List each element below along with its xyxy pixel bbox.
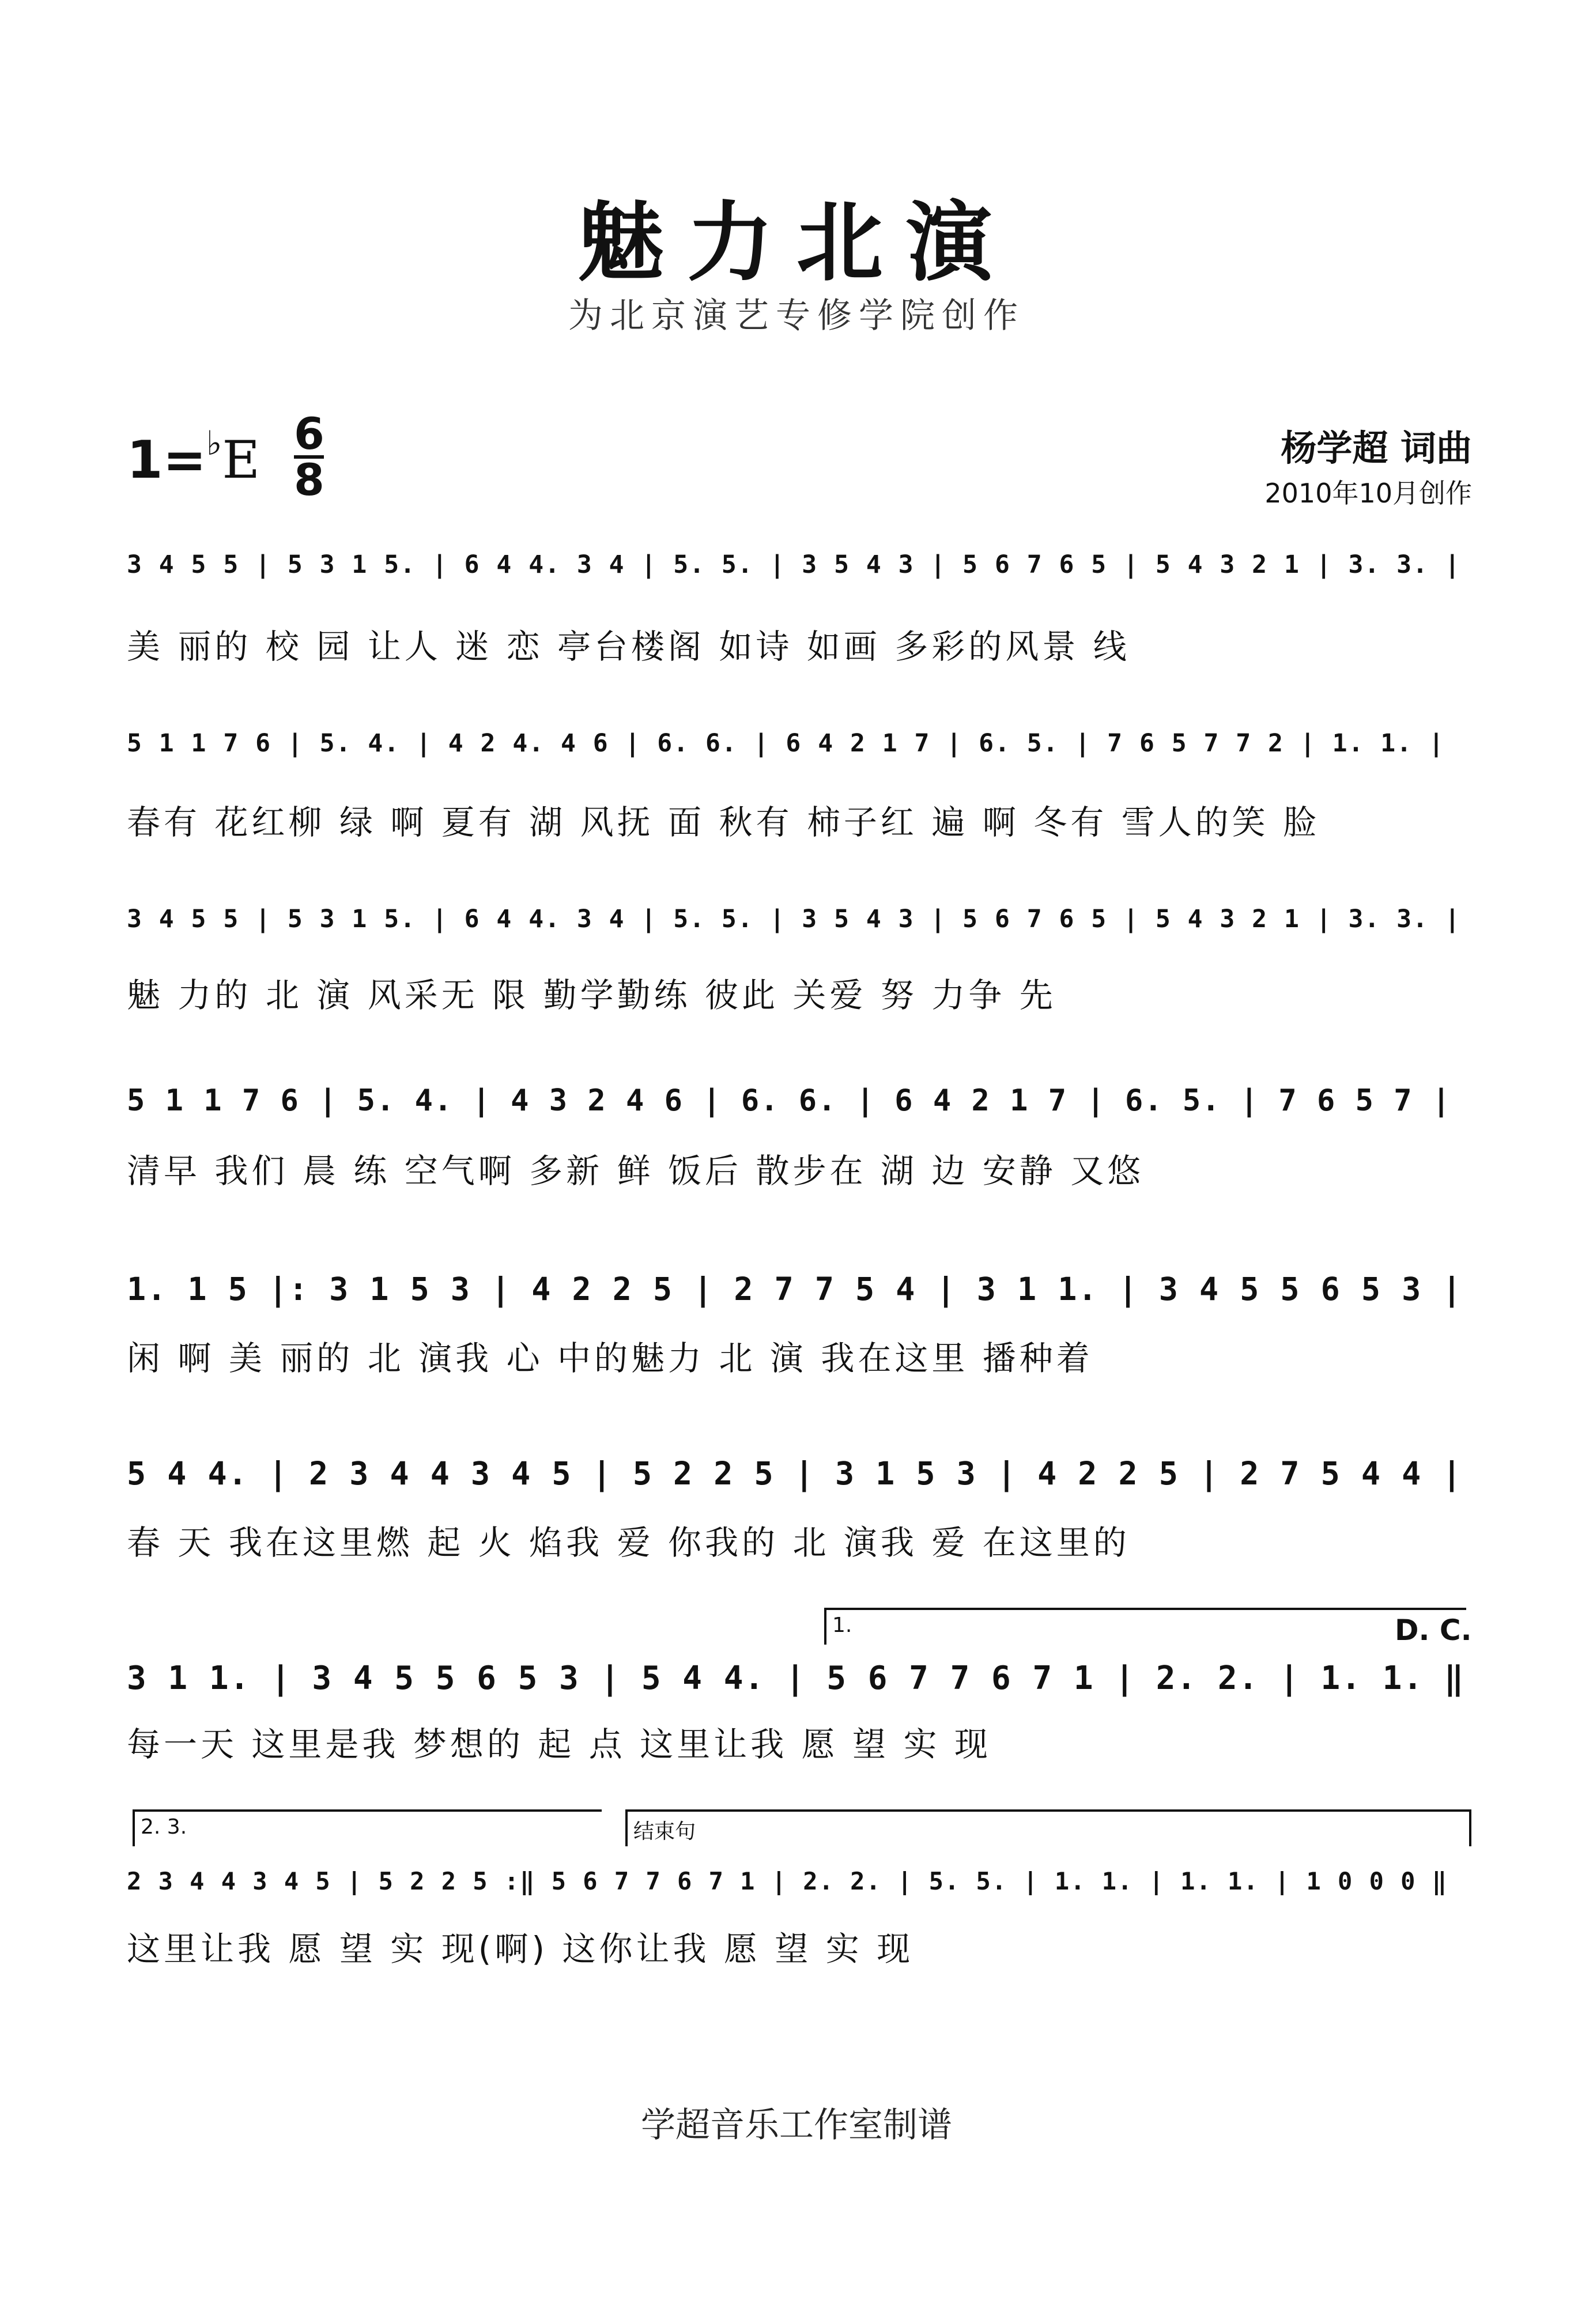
footer-credit: 学超音乐工作室制谱: [641, 2105, 952, 2145]
notation-row-7: 3 1 1. | 3 4 5 5 6 5 3 | 5 4 4. | 5 6 7 7 6 7 1 | 2. 2. | 1. 1. ‖: [127, 1660, 1465, 1697]
notation-row-3: 3 4 5 5 | 5 3 1 5. | 6 4 4. 3 4 | 5. 5. | 3 5 4 3 | 5 6 7 6 5 | 5 4 3 2 1 | 3. 3. |: [127, 905, 1461, 934]
lyric-row-7: 每一天 这里是我 梦想的 起 点 这里让我 愿 望 实 现: [127, 1725, 991, 1764]
lyric-row-6: 春 天 我在这里燃 起 火 焰我 爱 你我的 北 演我 爱 在这里的: [127, 1523, 1130, 1562]
meter-bottom: 8: [294, 454, 324, 505]
lyric-row-8: 这里让我 愿 望 实 现(啊) 这你让我 愿 望 实 现: [127, 1929, 914, 1968]
notation-row-8: 2 3 4 4 3 4 5 | 5 2 2 5 :‖ 5 6 7 7 6 7 1 | 2. 2. | 5. 5. | 1. 1. | 1. 1. | 1 0 0 0 ‖: [127, 1867, 1448, 1895]
lyric-row-2: 春有 花红柳 绿 啊 夏有 湖 风抚 面 秋有 柿子红 遍 啊 冬有 雪人的笑 脸: [127, 803, 1320, 842]
first-ending-bracket: [824, 1608, 1466, 1645]
flat-symbol: ♭: [206, 424, 222, 463]
composition-date: 2010年10月创作: [1264, 478, 1472, 509]
key-signature: [127, 424, 260, 490]
page-title: 魅力北演: [577, 193, 1016, 293]
notation-row-6: 5 4 4. | 2 3 4 4 3 4 5 | 5 2 2 5 | 3 1 5 3 | 4 2 2 5 | 2 7 5 4 4 |: [127, 1455, 1463, 1492]
meter-top: 6: [294, 408, 324, 459]
notation-row-4: 5 1 1 7 6 | 5. 4. | 4 3 2 4 6 | 6. 6. | 6 4 2 1 7 | 6. 5. | 7 6 5 7 |: [127, 1083, 1452, 1118]
second-ending-bracket: [133, 1809, 602, 1846]
coda-label: 结束句: [633, 1820, 696, 1843]
notation-row-1: 3 4 5 5 | 5 3 1 5. | 6 4 4. 3 4 | 5. 5. | 3 5 4 3 | 5 6 7 6 5 | 5 4 3 2 1 | 3. 3. |: [127, 550, 1461, 579]
first-ending-label: 1.: [832, 1613, 852, 1637]
notation-row-2: 5 1 1 7 6 | 5. 4. | 4 2 4. 4 6 | 6. 6. | 6 4 2 1 7 | 6. 5. | 7 6 5 7 7 2 | 1. 1. |: [127, 729, 1445, 758]
composer-credit: 杨学超 词曲: [1281, 427, 1472, 469]
lyric-row-5: 闲 啊 美 丽的 北 演我 心 中的魅力 北 演 我在这里 播种着: [127, 1339, 1093, 1378]
lyric-row-3: 魅 力的 北 演 风采无 限 勤学勤练 彼此 关爱 努 力争 先: [127, 976, 1056, 1015]
lyric-row-1: 美 丽的 校 园 让人 迷 恋 亭台楼阁 如诗 如画 多彩的风景 线: [127, 627, 1130, 666]
page-subtitle: 为北京演艺专修学院创作: [568, 296, 1025, 336]
key-prefix: 1=: [127, 430, 207, 490]
second-ending-label: 2. 3.: [141, 1815, 187, 1839]
coda-bracket: [625, 1809, 1471, 1846]
da-capo-marking: D. C.: [1395, 1613, 1472, 1647]
lyric-row-4: 清早 我们 晨 练 空气啊 多新 鲜 饭后 散步在 湖 边 安静 又悠: [127, 1151, 1145, 1191]
key-tone: E: [222, 430, 261, 490]
time-signature: [294, 408, 324, 505]
notation-row-5: 1. 1 5 |: 3 1 5 3 | 4 2 2 5 | 2 7 7 5 4 | 3 1 1. | 3 4 5 5 6 5 3 |: [127, 1271, 1463, 1308]
